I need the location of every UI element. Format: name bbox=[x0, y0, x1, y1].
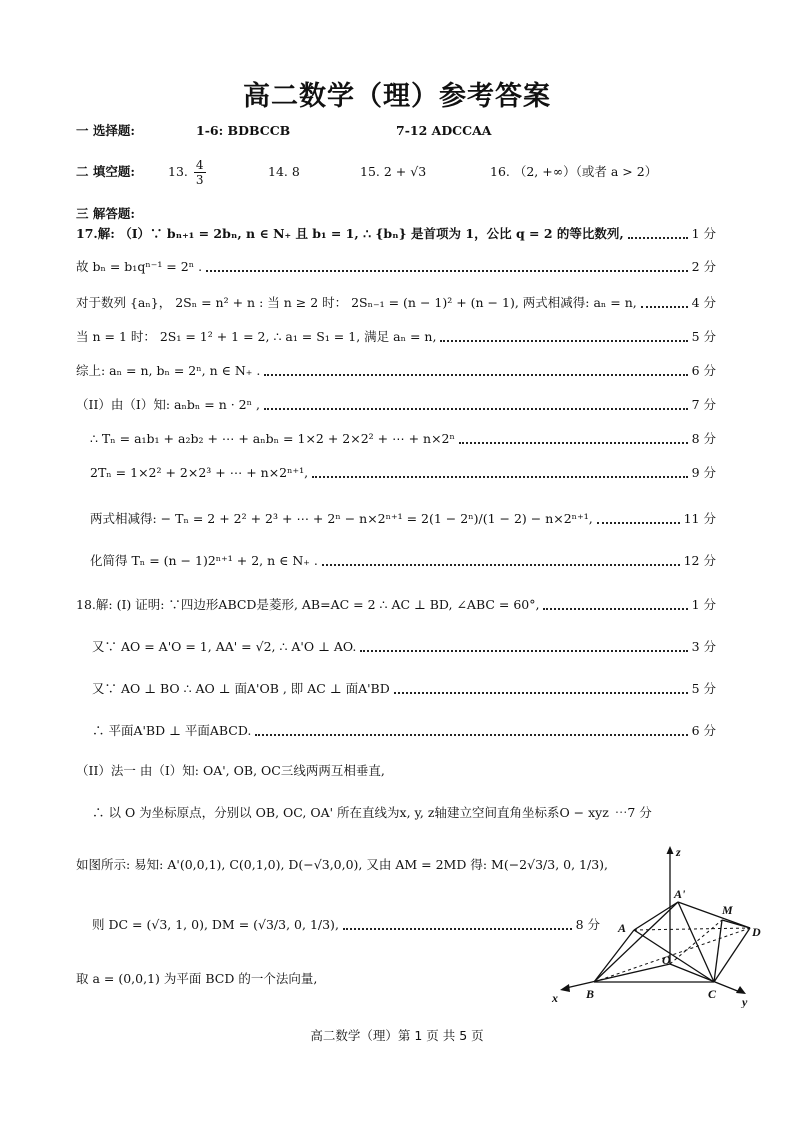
answer-13-numerator: 4 bbox=[195, 158, 204, 172]
solution-line-text: 当 n = 1 时： 2S₁ = 1² + 1 = 2, ∴ a₁ = S₁ = 1, 满足 aₙ = n, bbox=[76, 329, 437, 344]
score-label: 8 分 bbox=[691, 431, 716, 446]
leader-dots bbox=[264, 374, 687, 376]
edge-MD bbox=[722, 920, 750, 928]
solution-line bbox=[76, 290, 716, 316]
method-one-line: （II）法一 由（I）知: OA', OB, OC三线两两互相垂直, bbox=[76, 763, 385, 778]
leader-dots bbox=[394, 692, 688, 694]
score-label: 1 分 bbox=[691, 597, 716, 612]
label-A: A bbox=[618, 921, 627, 935]
page-title: 高二数学（理）参考答案 bbox=[243, 81, 551, 112]
leader-dots bbox=[322, 564, 680, 566]
solution-line bbox=[92, 634, 716, 660]
solution-line-text: 18.解: (I) 证明: ∵四边形ABCD是菱形, AB=AC = 2 ∴ AC ⊥ BD, ∠ABC = 60°, bbox=[76, 597, 540, 612]
solution-line-text: 化简得 Tₙ = (n − 1)2ⁿ⁺¹ + 2, n ∈ N₊ . bbox=[90, 553, 318, 568]
leader-dots bbox=[641, 306, 688, 308]
fill-blank-answers-row bbox=[76, 156, 716, 188]
choice-answers-7-12: 7-12 ADCCAA bbox=[396, 123, 492, 138]
coordinate-system-text: ∴ 以 O 为坐标原点，分别以 OB, OC, OA' 所在直线为x, y, z轴建立空间直角坐标系O − xyz bbox=[92, 805, 609, 820]
label-C: C bbox=[708, 987, 717, 1001]
solution-line bbox=[90, 548, 716, 574]
leader-dots bbox=[343, 928, 572, 930]
fill-blank-label: 二 填空题: bbox=[76, 164, 135, 179]
geometry-figure bbox=[548, 842, 770, 1008]
score-label: 5 分 bbox=[691, 329, 716, 344]
normal-vector-line: 取 a = (0,0,1) 为平面 BCD 的一个法向量, bbox=[76, 971, 318, 986]
solution-line bbox=[90, 460, 716, 486]
solution-line bbox=[76, 592, 716, 618]
edge-AD-dashed bbox=[634, 928, 750, 930]
solution-line bbox=[90, 506, 716, 532]
score-label: 6 分 bbox=[691, 723, 716, 738]
solution-line bbox=[76, 324, 716, 350]
label-M: M bbox=[722, 903, 733, 917]
x-axis bbox=[566, 964, 670, 988]
solution-line bbox=[90, 426, 716, 452]
score-label: 11 分 bbox=[683, 511, 716, 526]
solution-line bbox=[76, 254, 716, 280]
answer-14: 14. 8 bbox=[268, 164, 300, 179]
score-label: 5 分 bbox=[691, 681, 716, 696]
solution-line-text: 17.解: （I）∵ bₙ₊₁ = 2bₙ, n ∈ N₊ 且 b₁ = 1, ∴ {bₙ} 是首项为 1，公比 q = 2 的等比数列, bbox=[76, 226, 624, 241]
solution-line-text: 又∵ AO = A'O = 1, AA' = √2, ∴ A'O ⊥ AO. bbox=[92, 639, 357, 654]
solution-line bbox=[92, 718, 716, 744]
solution-line-text: （II）由（I）知: aₙbₙ = n · 2ⁿ , bbox=[76, 397, 260, 412]
edge-AA1 bbox=[634, 902, 678, 930]
leader-dots bbox=[597, 522, 680, 524]
answer-13-denominator: 3 bbox=[195, 173, 204, 187]
edge-A1D bbox=[678, 902, 750, 928]
answer-15: 15. 2 + √3 bbox=[360, 164, 427, 179]
solution-line-text: 又∵ AO ⊥ BO ∴ AO ⊥ 面A'OB , 即 AC ⊥ 面A'BD bbox=[92, 681, 390, 696]
z-axis-arrow bbox=[667, 846, 674, 854]
solution-line bbox=[76, 358, 716, 384]
label-D: D bbox=[752, 925, 761, 939]
label-A-prime: A' bbox=[674, 887, 686, 901]
leader-dots bbox=[255, 734, 687, 736]
solution-line-text: 两式相减得: − Tₙ = 2 + 2² + 2³ + ⋯ + 2ⁿ − n×2ⁿ⁺¹ = 2(1 − 2ⁿ)/(1 − 2) − n×2ⁿ⁺¹, bbox=[90, 511, 593, 526]
label-y: y bbox=[742, 995, 748, 1008]
vector-line bbox=[92, 912, 600, 938]
leader-dots bbox=[360, 650, 687, 652]
solution-line-text: 综上: aₙ = n, bₙ = 2ⁿ, n ∈ N₊ . bbox=[76, 363, 261, 378]
solution-line-text: 对于数列 {aₙ}， 2Sₙ = n² + n : 当 n ≥ 2 时： 2Sₙ₋₁ = (n − 1)² + (n − 1), 两式相减得: aₙ = n, bbox=[76, 295, 637, 310]
leader-dots bbox=[312, 476, 687, 478]
score-label: 6 分 bbox=[691, 363, 716, 378]
score-label: 8 分 bbox=[575, 917, 600, 932]
x-axis-arrow bbox=[560, 984, 570, 992]
leader-dots bbox=[206, 270, 688, 272]
figure-intro-line: 如图所示: 易知: A'(0,0,1), C(0,1,0), D(−√3,0,0), 又由 AM = 2MD 得: M(−2√3/3, 0, 1/3), bbox=[76, 857, 609, 872]
solution-line bbox=[76, 392, 716, 418]
solution-line-text: ∴ 平面A'BD ⊥ 平面ABCD. bbox=[92, 723, 252, 738]
leader-dots bbox=[440, 340, 687, 342]
solution-line-text: 故 bₙ = b₁qⁿ⁻¹ = 2ⁿ . bbox=[76, 259, 203, 274]
score-label: 2 分 bbox=[691, 259, 716, 274]
solutions-label: 三 解答题: bbox=[76, 206, 135, 221]
choice-label: 一 选择题: bbox=[76, 123, 135, 138]
score-label: 3 分 bbox=[691, 639, 716, 654]
answer-13 bbox=[168, 156, 208, 188]
label-B: B bbox=[586, 987, 595, 1001]
page-footer: 高二数学（理）第 1 页 共 5 页 bbox=[310, 1028, 484, 1043]
score-label: 1 分 bbox=[691, 226, 716, 241]
choice-answers-row bbox=[76, 118, 716, 144]
edge-BA1 bbox=[594, 902, 678, 982]
score-label: 4 分 bbox=[691, 295, 716, 310]
solution-line-text: 2Tₙ = 1×2² + 2×2³ + ⋯ + n×2ⁿ⁺¹, bbox=[90, 465, 309, 480]
choice-answers-1-6: 1-6: BDBCCB bbox=[196, 123, 291, 138]
label-z: z bbox=[676, 845, 681, 859]
leader-dots bbox=[459, 442, 688, 444]
answer-16: 16. （2, +∞）（或者 a > 2） bbox=[490, 164, 658, 179]
label-O: O bbox=[662, 953, 671, 967]
score-label: 7 分 bbox=[691, 397, 716, 412]
label-x: x bbox=[552, 991, 558, 1005]
solution-line bbox=[92, 676, 716, 702]
solution-line bbox=[76, 221, 716, 247]
leader-dots bbox=[264, 408, 688, 410]
coordinate-system-line bbox=[92, 800, 716, 826]
answer-13-label: 13. bbox=[168, 164, 188, 179]
y-axis-arrow bbox=[736, 986, 746, 994]
y-axis bbox=[670, 964, 740, 992]
solution-line-text: ∴ Tₙ = a₁b₁ + a₂b₂ + ⋯ + aₙbₙ = 1×2 + 2×2² + ⋯ + n×2ⁿ bbox=[90, 431, 455, 446]
score-label: 12 分 bbox=[683, 553, 716, 568]
score-label: ⋯7 分 bbox=[614, 805, 652, 820]
answer-13-fraction bbox=[194, 158, 206, 187]
vector-line-text: 则 DC = (√3, 1, 0), DM = (√3/3, 0, 1/3), bbox=[92, 917, 339, 932]
leader-dots bbox=[628, 237, 688, 239]
score-label: 9 分 bbox=[691, 465, 716, 480]
leader-dots bbox=[543, 608, 687, 610]
